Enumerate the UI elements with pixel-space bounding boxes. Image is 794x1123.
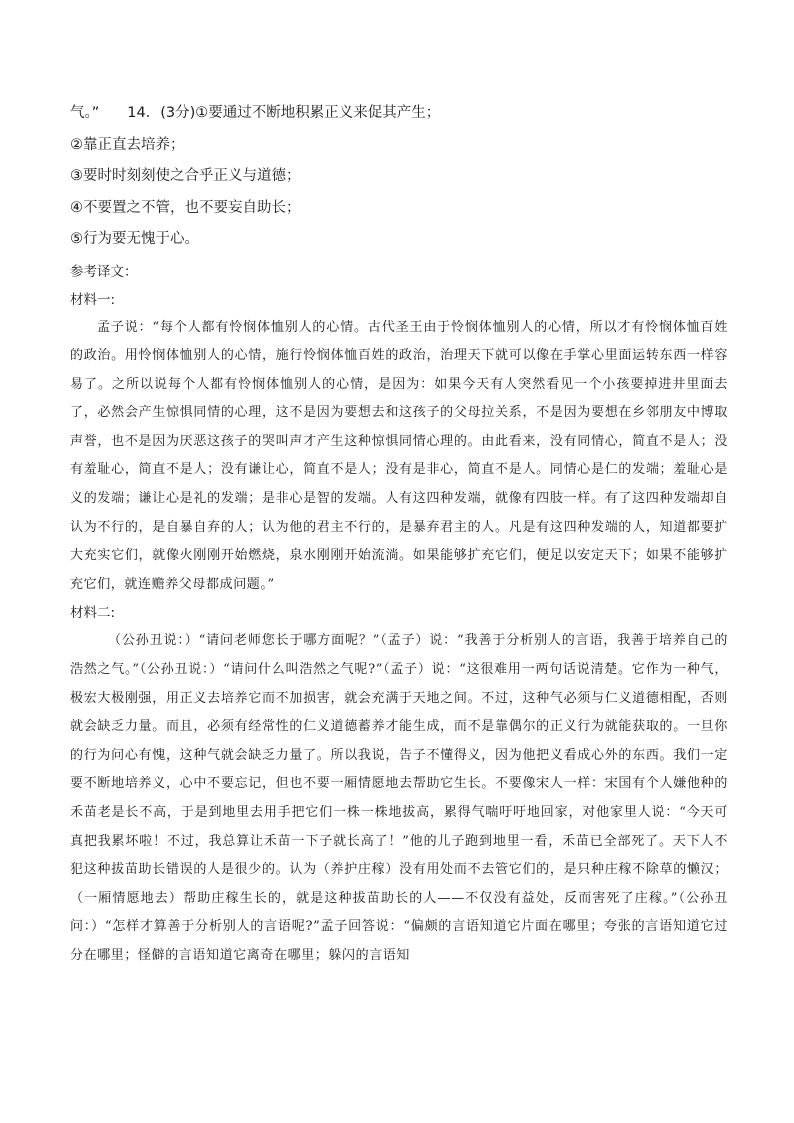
answer-item-2: ②靠正直去培养；	[70, 136, 185, 153]
answer-q14-line-1	[70, 98, 728, 130]
line-prefix: 气。”	[70, 105, 100, 121]
material-1-text: 孟子说：“每个人都有怜悯体恤别人的心情。古代圣王由于怜悯体恤别人的心情，所以才有怜悯体恤百姓的政治。用怜悯体恤别人的心情，施行怜悯体恤百姓的政治，治理天下就可以像在手掌心里面运转东西一样容易了。之所以说每个人都有怜悯体恤别人的心情，是因为：如果今天有人突然看见一个小孩要掉进井里面去了，必然会产生惊惧同情的心理，这不是因为要想去和这孩子的父母拉关系，不是因为要想在乡邻朋友中博取声誉，也不是因为厌恶这孩子的哭叫声才产生这种惊惧同情心理的。由此看来，没有同情心，简直不是人；没有羞耻心，简直不是人；没有谦让心，简直不是人；没有是非心，简直不是人。同情心是仁的发端；羞耻心是义的发端；谦让心是礼的发端；是非心是智的发端。人有这四种发端，就像有四肢一样。有了这四种发端却自认为不行的，是自暴自弃的人；认为他的君主不行的，是暴弃君主的人。凡是有这四种发端的人，知道都要扩大充实它们，就像火刚刚开始燃烧，泉水刚刚开始流淌。如果能够扩充它们，便足以安定天下；如果不能够扩充它们，就连赡养父母都成问题。”	[70, 319, 728, 592]
answer-item-5: ⑤行为要无愧于心。	[70, 231, 199, 247]
translation-heading: 参考译文：	[70, 263, 138, 280]
answer-item-3: ③要时时刻刻使之合乎正义与道德；	[70, 168, 301, 184]
material-1-label: 材料一:	[70, 291, 116, 308]
material-2-text: （公孙丑说：）“请问老师您长于哪方面呢？”（孟子）说：“我善于分析别人的言语，我善于培养自己的浩然之气。”（公孙丑说：）“请问什么叫浩然之气呢?”（孟子）说：“这很难用一两句话说清楚。它作为一种气，极宏大极刚强，用正义去培养它而不加损害，就会充满于天地之间。不过，这种气必须与仁义道德相配，否则就会缺乏力量。而且，必须有经常性的仁义道德蓄养才能生成，而不是靠偶尔的正义行为就能获取的。一旦你的行为问心有愧，这种气就会缺乏力量了。所以我说，告子不懂得义，因为他把义看成心外的东西。我们一定要不断地培养义，心中不要忘记，但也不要一厢情愿地去帮助它生长。不要像宋人一样：宋国有个人嫌他种的禾苗老是长不高，于是到地里去用手把它们一株一株地拔高，累得气喘吁吁地回家，对他家里人说：“今天可真把我累坏啦！不过，我总算让禾苗一下子就长高了！”他的儿子跑到地里一看，禾苗已全部死了。天下人不犯这种拔苗助长错误的人是很少的。认为（养护庄稼）没有用处而不去管它们的，是只种庄稼不除草的懒汉；（一厢情愿地去）帮助庄稼生长的，就是这种拔苗助长的人——不仅没有益处，反而害死了庄稼。”（公孙丑问：）“怎样才算善于分析别人的言语呢?”孟子回答说：“偏颇的言语知道它片面在哪里；夸张的言语知道它过分在哪里；怪僻的言语知道它离奇在哪里；躲闪的言语知	[70, 633, 728, 963]
answer-item-4: ④不要置之不管，也不要妄自助长；	[70, 199, 301, 216]
question-number: 14．(3分)	[127, 105, 196, 121]
material-2-label: 材料二:	[70, 605, 116, 622]
answer-item-1: ①要通过不断地积累正义来促其产生；	[195, 105, 441, 121]
